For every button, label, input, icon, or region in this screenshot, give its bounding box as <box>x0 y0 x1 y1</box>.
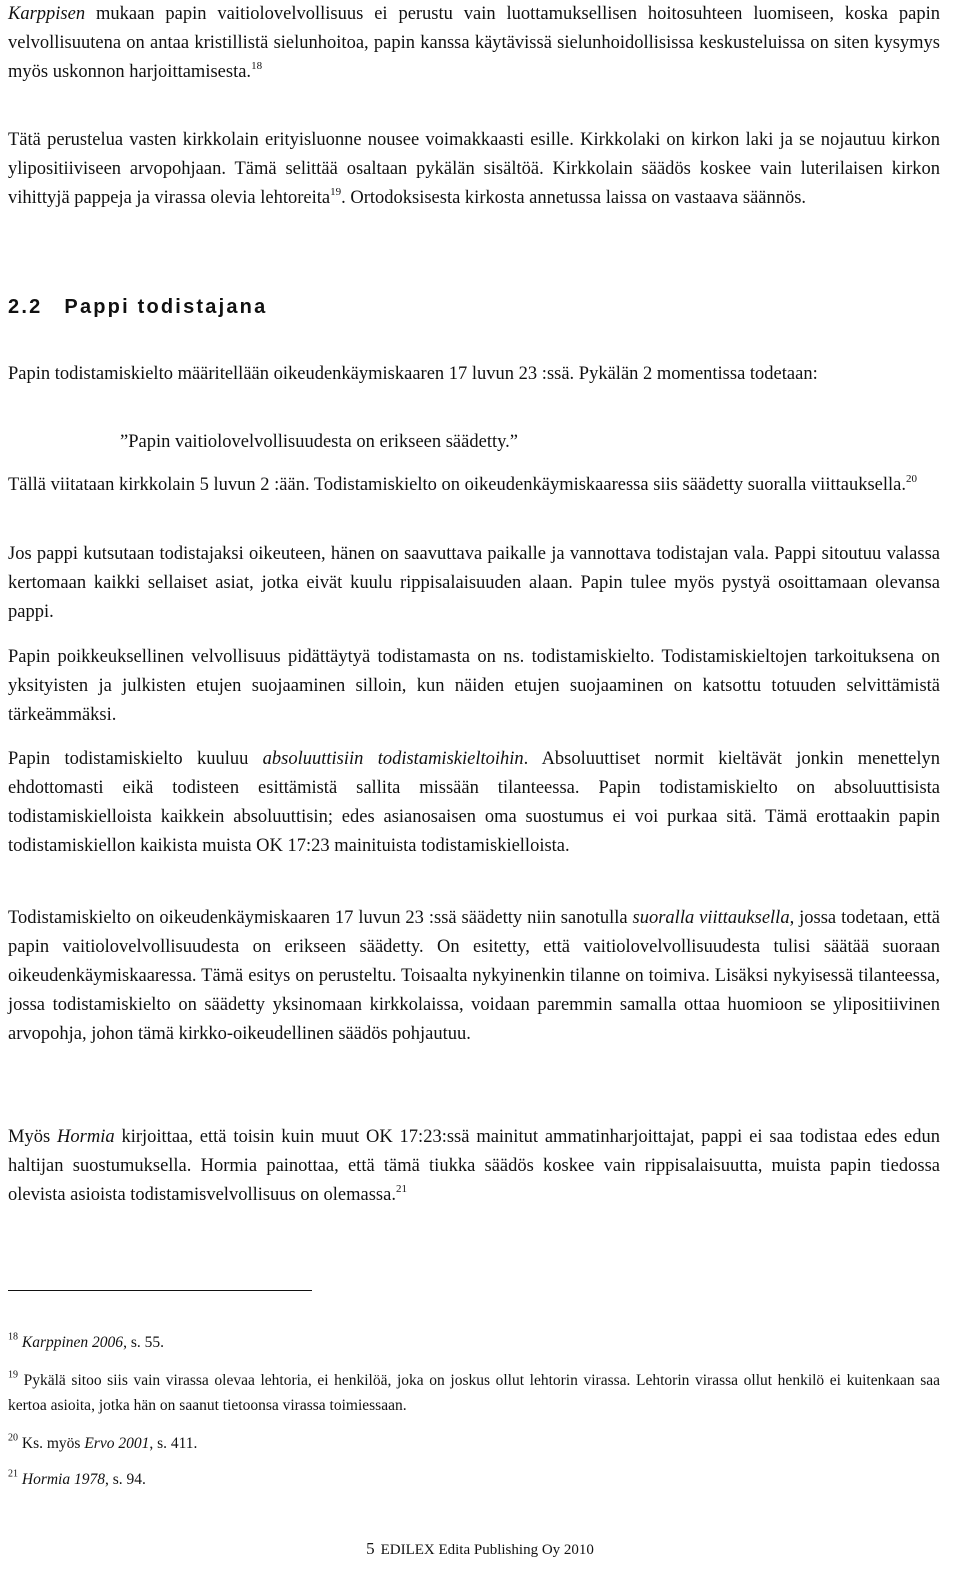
footnote-number: 19 <box>8 1369 18 1381</box>
citation-title: Ervo 2001 <box>84 1435 150 1452</box>
paragraph-absoluuttinen <box>8 745 940 861</box>
footnote-ref[interactable]: 21 <box>395 1182 407 1195</box>
paragraph-hormia <box>8 1123 940 1210</box>
paragraph-viittaus <box>8 471 940 500</box>
paragraph-text: Tällä viitataan kirkkolain 5 luvun 2 :ään. Todistamiskielto on oikeudenkäymiskaaressa siis säädetty suoralla viittauksella. <box>8 475 906 495</box>
footnote-ref[interactable]: 18 <box>251 59 263 72</box>
paragraph-poikkeuksellinen <box>8 643 940 730</box>
footnote-21 <box>8 1467 940 1492</box>
citation-pages: , s. 94. <box>104 1471 146 1488</box>
section-title: Pappi todistajana <box>64 296 268 318</box>
footnote-number: 21 <box>8 1468 18 1480</box>
citation-title: Hormia 1978 <box>21 1471 105 1488</box>
block-quote <box>120 428 900 457</box>
footnote-number: 20 <box>8 1432 18 1444</box>
emphasis-text: suoralla viittauksella <box>632 908 790 928</box>
quote-text: ”Papin vaitiolovelvollisuudesta on erikseen säädetty.” <box>120 432 518 452</box>
paragraph-text: Jos pappi kutsutaan todistajaksi oikeuteen, hänen on saavuttava paikalle ja vannottava todistajan vala. Pappi sitoutuu valassa kertomaan kaikki sellaiset asiat, jotka eivät kuulu rippisalaisuuden alaan. Papin tulee myös pystyä osoittamaan olevansa pappi. <box>8 544 940 622</box>
author-name: Hormia <box>57 1127 115 1147</box>
page-number: 5 <box>366 1539 375 1558</box>
paragraph-text: mukaan papin vaitiolovelvollisuus ei perustu vain luottamuksellisen hoitosuhteen luomiseen, koska papin velvollisuutena on antaa kristillistä sielunhoitoa, papin kanssa käytävissä sielunhoidollisissa keskusteluissa on siten kysymys myös uskonnon harjoittamisesta. <box>8 4 940 82</box>
footnote-number: 18 <box>8 1331 18 1343</box>
footnote-text: Ks. myös <box>21 1435 85 1452</box>
paragraph-todistaja <box>8 540 940 627</box>
footnote-18 <box>8 1330 940 1355</box>
paragraph-text: Tätä perustelua vasten kirkkolain erityisluonne nousee voimakkaasti esille. Kirkkolaki on kirkon laki ja se nojautuu kirkon ylipositiiviseen arvopohjaan. Tämä selittää osaltaan pykälän sisältöä. Kirkkolain säädös koskee vain luterilaisen kirkon vihittyjä pappeja ja virassa olevia lehtoreita <box>8 130 940 208</box>
footnote-20 <box>8 1431 940 1456</box>
emphasis-text: absoluuttisiin todistamiskieltoihin <box>262 749 524 769</box>
paragraph-text: Todistamiskielto on oikeudenkäymiskaaren 17 luvun 23 :ssä säädetty niin sanotulla <box>8 908 633 928</box>
paragraph-text: , jossa todetaan, että papin vaitiolovelvollisuudesta on erikseen säädetty. On esitetty, että vaitiolovelvollisuudesta tulisi säätää suoraan oikeudenkäymiskaaressa. Tämä esitys on perusteltu. Toisaalta nykyinenkin tilanne on toimiva. Lisäksi nykyisessä tilanteessa, jossa todistamiskielto on säädetty yksinomaan kirkkolaissa, voidaan paremmin samalla ottaa huomioon se ylipositiivinen arvopohja, johon tämä kirkko-oikeudellinen säädös pohjautuu. <box>8 908 940 1044</box>
paragraph-todistamiskielto <box>8 360 940 389</box>
citation-pages: , s. 411. <box>149 1435 198 1452</box>
page-footer <box>0 1537 960 1562</box>
paragraph-text: Myös <box>8 1127 58 1147</box>
citation-pages: , s. 55. <box>123 1334 164 1351</box>
paragraph-text: kirjoittaa, että toisin kuin muut OK 17:23:ssä mainitut ammatinharjoittajat, pappi ei saa todistaa edes edun haltijan suostumuksella. Hormia painottaa, että tämä tiukka säädös koskee vain rippisalaisuutta, muista papin tiedossa olevista asioista todistamisvelvollisuus on olemassa. <box>8 1127 941 1205</box>
paragraph-text: Papin poikkeuksellinen velvollisuus pidättäytyä todistamasta on ns. todistamiskielto. Todistamiskieltojen tarkoituksena on yksityisten ja julkisten etujen suojaaminen silloin, kun näiden etujen suojaaminen on katsottu totuuden selvittämistä tärkeämmäksi. <box>8 647 940 725</box>
footnote-text: Pykälä sitoo siis vain virassa olevaa lehtoria, ei henkilöä, joka on joskus ollut lehtorin virassa. Lehtorin virassa ollut henkilö ei kuitenkaan saa kertoa asioita, jotka hän on saanut tietoonsa virassa toimiessaan. <box>8 1372 940 1414</box>
section-heading <box>8 292 267 322</box>
footnote-19 <box>8 1368 940 1418</box>
paragraph-text: . Ortodoksisesta kirkosta annetussa laissa on vastaava säännös. <box>341 188 807 208</box>
citation-title: Karppinen 2006 <box>21 1334 124 1351</box>
footnote-ref[interactable]: 20 <box>905 472 917 485</box>
author-name: Karppisen <box>8 4 86 24</box>
paragraph-text: Papin todistamiskielto kuuluu <box>8 749 263 769</box>
paragraph-text: Papin todistamiskielto määritellään oikeudenkäymiskaaren 17 luvun 23 :ssä. Pykälän 2 momentissa todetaan: <box>8 364 818 384</box>
section-number: 2.2 <box>8 296 43 318</box>
publisher-credit: EDILEX Edita Publishing Oy 2010 <box>380 1542 594 1558</box>
paragraph-kirkkolaki <box>8 126 940 213</box>
footnote-divider <box>8 1290 312 1291</box>
paragraph-karppinen <box>8 0 940 87</box>
paragraph-suora-viittaus <box>8 904 940 1049</box>
footnote-ref[interactable]: 19 <box>330 185 342 198</box>
paragraph-text: . Absoluuttiset normit kieltävät jonkin menettelyn ehdottomasti eikä todisteen esittämistä sallita missään tilanteessa. Papin todistamiskielto on absoluuttisista todistamiskielloista kaikkein absoluuttisin; edes asianosaisen oma suostumus ei voi purkaa sitä. Tämä erottaakin papin todistamiskiellon kaikista muista OK 17:23 mainituista todistamiskielloista. <box>8 749 940 856</box>
